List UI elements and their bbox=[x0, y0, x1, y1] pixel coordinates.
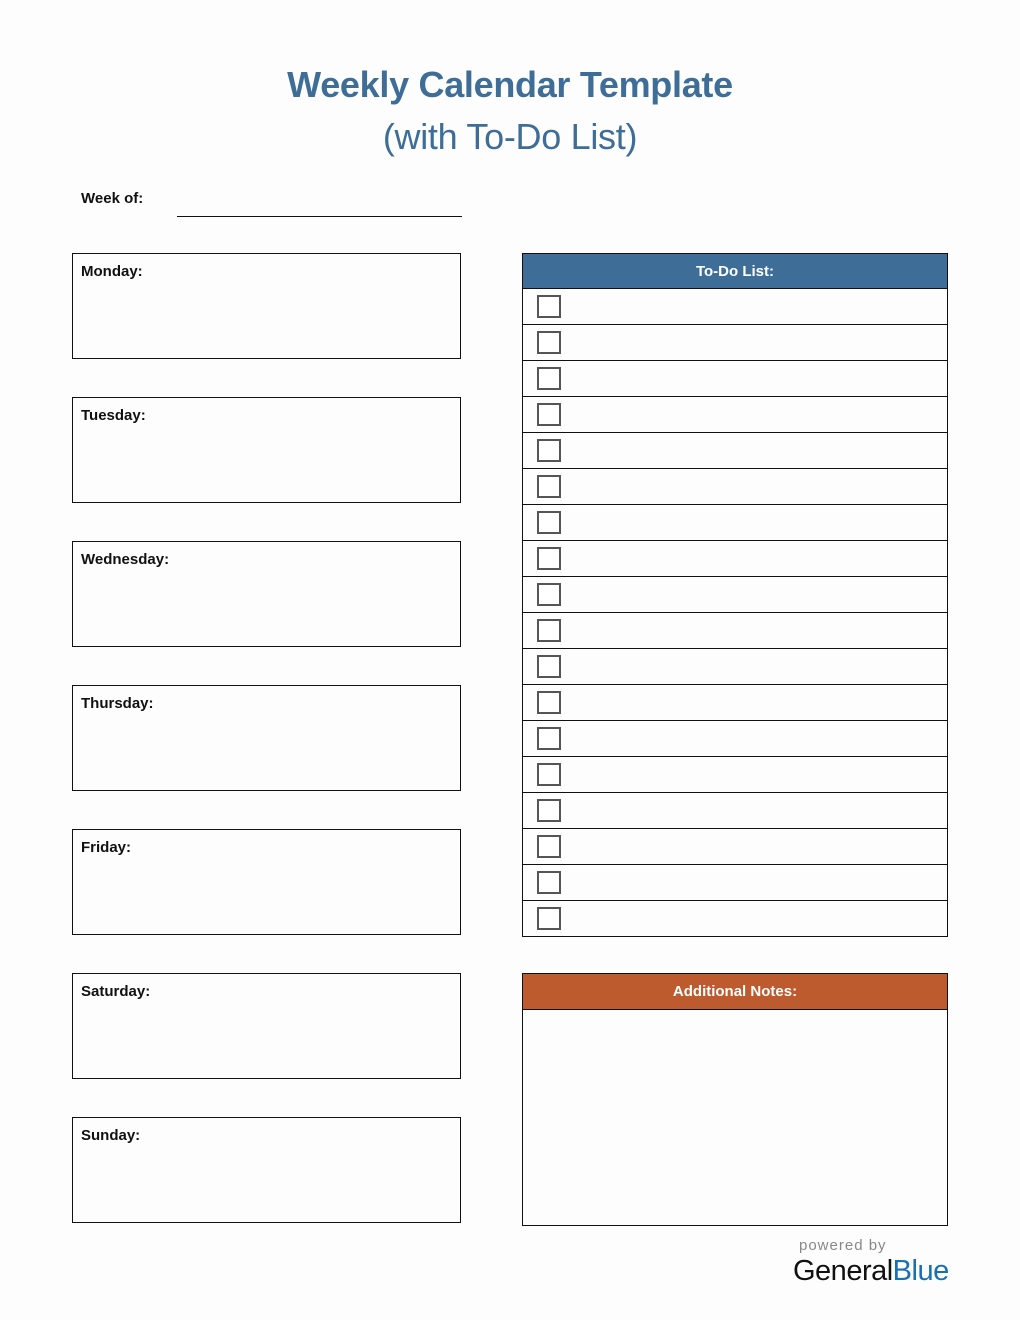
day-box-wednesday[interactable] bbox=[72, 541, 461, 647]
checkbox-icon[interactable] bbox=[537, 835, 561, 858]
todo-item[interactable] bbox=[523, 325, 947, 361]
day-box-friday[interactable] bbox=[72, 829, 461, 935]
day-label: Monday: bbox=[81, 263, 143, 280]
day-box-thursday[interactable] bbox=[72, 685, 461, 791]
additional-notes bbox=[522, 973, 948, 1226]
checkbox-icon[interactable] bbox=[537, 475, 561, 498]
checkbox-icon[interactable] bbox=[537, 295, 561, 318]
todo-item[interactable] bbox=[523, 613, 947, 649]
todo-item[interactable] bbox=[523, 541, 947, 577]
checkbox-icon[interactable] bbox=[537, 403, 561, 426]
checkbox-icon[interactable] bbox=[537, 619, 561, 642]
checkbox-icon[interactable] bbox=[537, 583, 561, 606]
todo-item[interactable] bbox=[523, 289, 947, 325]
todo-item[interactable] bbox=[523, 505, 947, 541]
todo-item[interactable] bbox=[523, 757, 947, 793]
day-label: Wednesday: bbox=[81, 551, 170, 568]
todo-item[interactable] bbox=[523, 577, 947, 613]
day-label: Friday: bbox=[81, 839, 132, 856]
day-label: Sunday: bbox=[81, 1127, 141, 1144]
day-box-monday[interactable] bbox=[72, 253, 461, 359]
notes-body[interactable] bbox=[523, 1010, 947, 1225]
checkbox-icon[interactable] bbox=[537, 439, 561, 462]
checkbox-icon[interactable] bbox=[537, 331, 561, 354]
checkbox-icon[interactable] bbox=[537, 763, 561, 786]
page-title: Weekly Calendar Template bbox=[287, 64, 733, 105]
brand-blue: Blue bbox=[892, 1255, 949, 1287]
checkbox-icon[interactable] bbox=[537, 511, 561, 534]
checkbox-icon[interactable] bbox=[537, 367, 561, 390]
day-box-sunday[interactable] bbox=[72, 1117, 461, 1223]
brand-logo bbox=[793, 1255, 949, 1288]
page-subtitle: (with To-Do List) bbox=[382, 116, 638, 157]
checkbox-icon[interactable] bbox=[537, 727, 561, 750]
checkbox-icon[interactable] bbox=[537, 799, 561, 822]
brand-general: General bbox=[793, 1255, 893, 1287]
notes-header: Additional Notes: bbox=[523, 974, 947, 1010]
powered-by-label: powered by bbox=[799, 1237, 887, 1254]
week-of-field[interactable] bbox=[177, 216, 462, 217]
day-label: Tuesday: bbox=[81, 407, 146, 424]
todo-item[interactable] bbox=[523, 793, 947, 829]
checkbox-icon[interactable] bbox=[537, 907, 561, 930]
todo-item[interactable] bbox=[523, 649, 947, 685]
todo-item[interactable] bbox=[523, 361, 947, 397]
todo-header: To-Do List: bbox=[523, 254, 947, 289]
day-label: Thursday: bbox=[81, 695, 154, 712]
checkbox-icon[interactable] bbox=[537, 691, 561, 714]
todo-item[interactable] bbox=[523, 721, 947, 757]
todo-item[interactable] bbox=[523, 685, 947, 721]
checkbox-icon[interactable] bbox=[537, 871, 561, 894]
checkbox-icon[interactable] bbox=[537, 655, 561, 678]
todo-item[interactable] bbox=[523, 901, 947, 936]
checkbox-icon[interactable] bbox=[537, 547, 561, 570]
day-label: Saturday: bbox=[81, 983, 151, 1000]
week-of-label: Week of: bbox=[81, 190, 144, 207]
todo-item[interactable] bbox=[523, 865, 947, 901]
todo-item[interactable] bbox=[523, 829, 947, 865]
todo-list bbox=[522, 253, 948, 937]
day-box-saturday[interactable] bbox=[72, 973, 461, 1079]
todo-item[interactable] bbox=[523, 397, 947, 433]
todo-item[interactable] bbox=[523, 433, 947, 469]
todo-rows bbox=[523, 289, 947, 936]
todo-item[interactable] bbox=[523, 469, 947, 505]
day-box-tuesday[interactable] bbox=[72, 397, 461, 503]
